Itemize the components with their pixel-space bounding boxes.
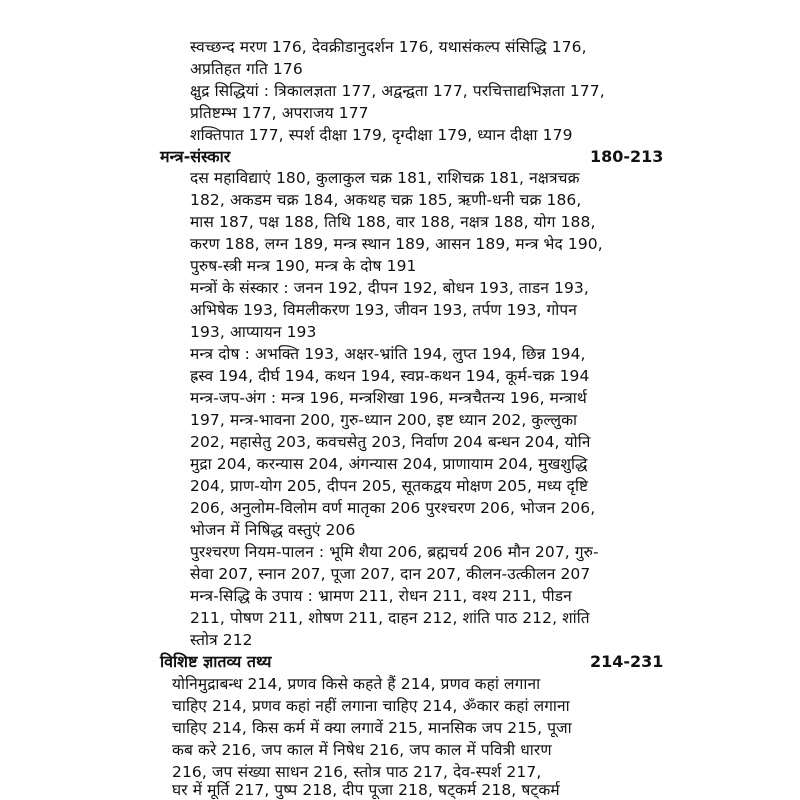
index-line: क्षुद्र सिद्धियां : त्रिकालज्ञता 177, अद्वन्द्वता 177, परचित्ताद्यभिज्ञता 177, [190,82,605,100]
section-page-range: 180-213 [590,147,664,166]
index-line: भोजन में निषिद्ध वस्तुएं 206 [190,521,356,539]
index-line: पुरश्चरण नियम-पालन : भूमि शैया 206, ब्रह्मचर्य 206 मौन 207, गुरु- [190,543,599,561]
index-line: 206, अनुलोम-विलोम वर्ण मातृका 206 पुरश्चरण 206, भोजन 206, [190,499,596,517]
section-title: मन्त्र-संस्कार [160,147,231,166]
section-title: विशिष्ट ज्ञातव्य तथ्य [160,652,272,671]
index-line: 182, अकडम चक्र 184, अकथह चक्र 185, ऋणी-धनी चक्र 186, [190,191,582,209]
index-line: सेवा 207, स्नान 207, पूजा 207, दान 207, कीलन-उत्कीलन 207 [190,565,591,583]
index-line: 216, जप संख्या साधन 216, स्तोत्र पाठ 217, देव-स्पर्श 217, [172,763,542,781]
index-line: घर में मूर्ति 217, पुष्प 218, दीप पूजा 218, षट्कर्म 218, षट्कर्म [172,781,560,799]
index-line: चाहिए 214, प्रणव कहां नहीं लगाना चाहिए 214, ॐकार कहां लगाना [172,697,570,715]
index-line: करण 188, लग्न 189, मन्त्र स्थान 189, आसन 189, मन्त्र भेद 190, [190,235,603,253]
section-page-range: 214-231 [590,652,664,671]
index-line: स्वच्छन्द मरण 176, देवक्रीडानुदर्शन 176, यथासंकल्प संसिद्धि 176, [190,38,587,56]
index-line: मन्त्र-जप-अंग : मन्त्र 196, मन्त्रशिखा 196, मन्त्रचैतन्य 196, मन्त्रार्थ [190,389,587,407]
index-line: अभिषेक 193, विमलीकरण 193, जीवन 193, तर्पण 193, गोपन [190,301,577,319]
index-line: पुरुष-स्त्री मन्त्र 190, मन्त्र के दोष 191 [190,257,417,275]
index-line: दस महाविद्याएं 180, कुलाकुल चक्र 181, राशिचक्र 181, नक्षत्रचक्र [190,169,580,187]
index-line: शक्तिपात 177, स्पर्श दीक्षा 179, दृग्दीक्षा 179, ध्यान दीक्षा 179 [190,126,573,144]
index-line: 204, प्राण-योग 205, दीपन 205, सूतकद्वय मोक्षण 205, मध्य दृष्टि [190,477,589,495]
index-line: 202, महासेतु 203, कवचसेतु 203, निर्वाण 204 बन्धन 204, योनि [190,433,591,451]
index-line: योनिमुद्राबन्ध 214, प्रणव किसे कहते हैं 214, प्रणव कहां लगाना [172,675,541,693]
index-line: 197, मन्त्र-भावना 200, गुरु-ध्यान 200, इष्ट ध्यान 202, कुल्लुका [190,411,578,429]
index-line: स्तोत्र 212 [190,631,253,649]
index-line: मास 187, पक्ष 188, तिथि 188, वार 188, नक्षत्र 188, योग 188, [190,213,596,231]
index-line: 211, पोषण 211, शोषण 211, दाहन 212, शांति पाठ 212, शांति [190,609,590,627]
index-line: ह्रस्व 194, दीर्घ 194, कथन 194, स्वप्न-कथन 194, कूर्म-चक्र 194 [190,367,590,385]
index-line: प्रतिष्टम्भ 177, अपराजय 177 [190,104,369,122]
index-line: मन्त्र-सिद्धि के उपाय : भ्रामण 211, रोधन 211, वश्य 211, पीडन [190,587,572,605]
index-line: मुद्रा 204, करन्यास 204, अंगन्यास 204, प्राणायाम 204, मुखशुद्धि [190,455,588,473]
index-line: मन्त्र दोष : अभक्ति 193, अक्षर-भ्रांति 194, लुप्त 194, छिन्न 194, [190,345,586,363]
index-line: मन्त्रों के संस्कार : जनन 192, दीपन 192, बोधन 193, ताडन 193, [190,279,589,297]
index-line: 193, आप्यायन 193 [190,323,317,341]
index-line: चाहिए 214, किस कर्म में क्या लगावें 215, मानसिक जप 215, पूजा [172,719,572,737]
index-line: अप्रतिहत गति 176 [190,60,303,78]
index-line: कब करे 216, जप काल में निषेध 216, जप काल में पवित्री धारण [172,741,552,759]
